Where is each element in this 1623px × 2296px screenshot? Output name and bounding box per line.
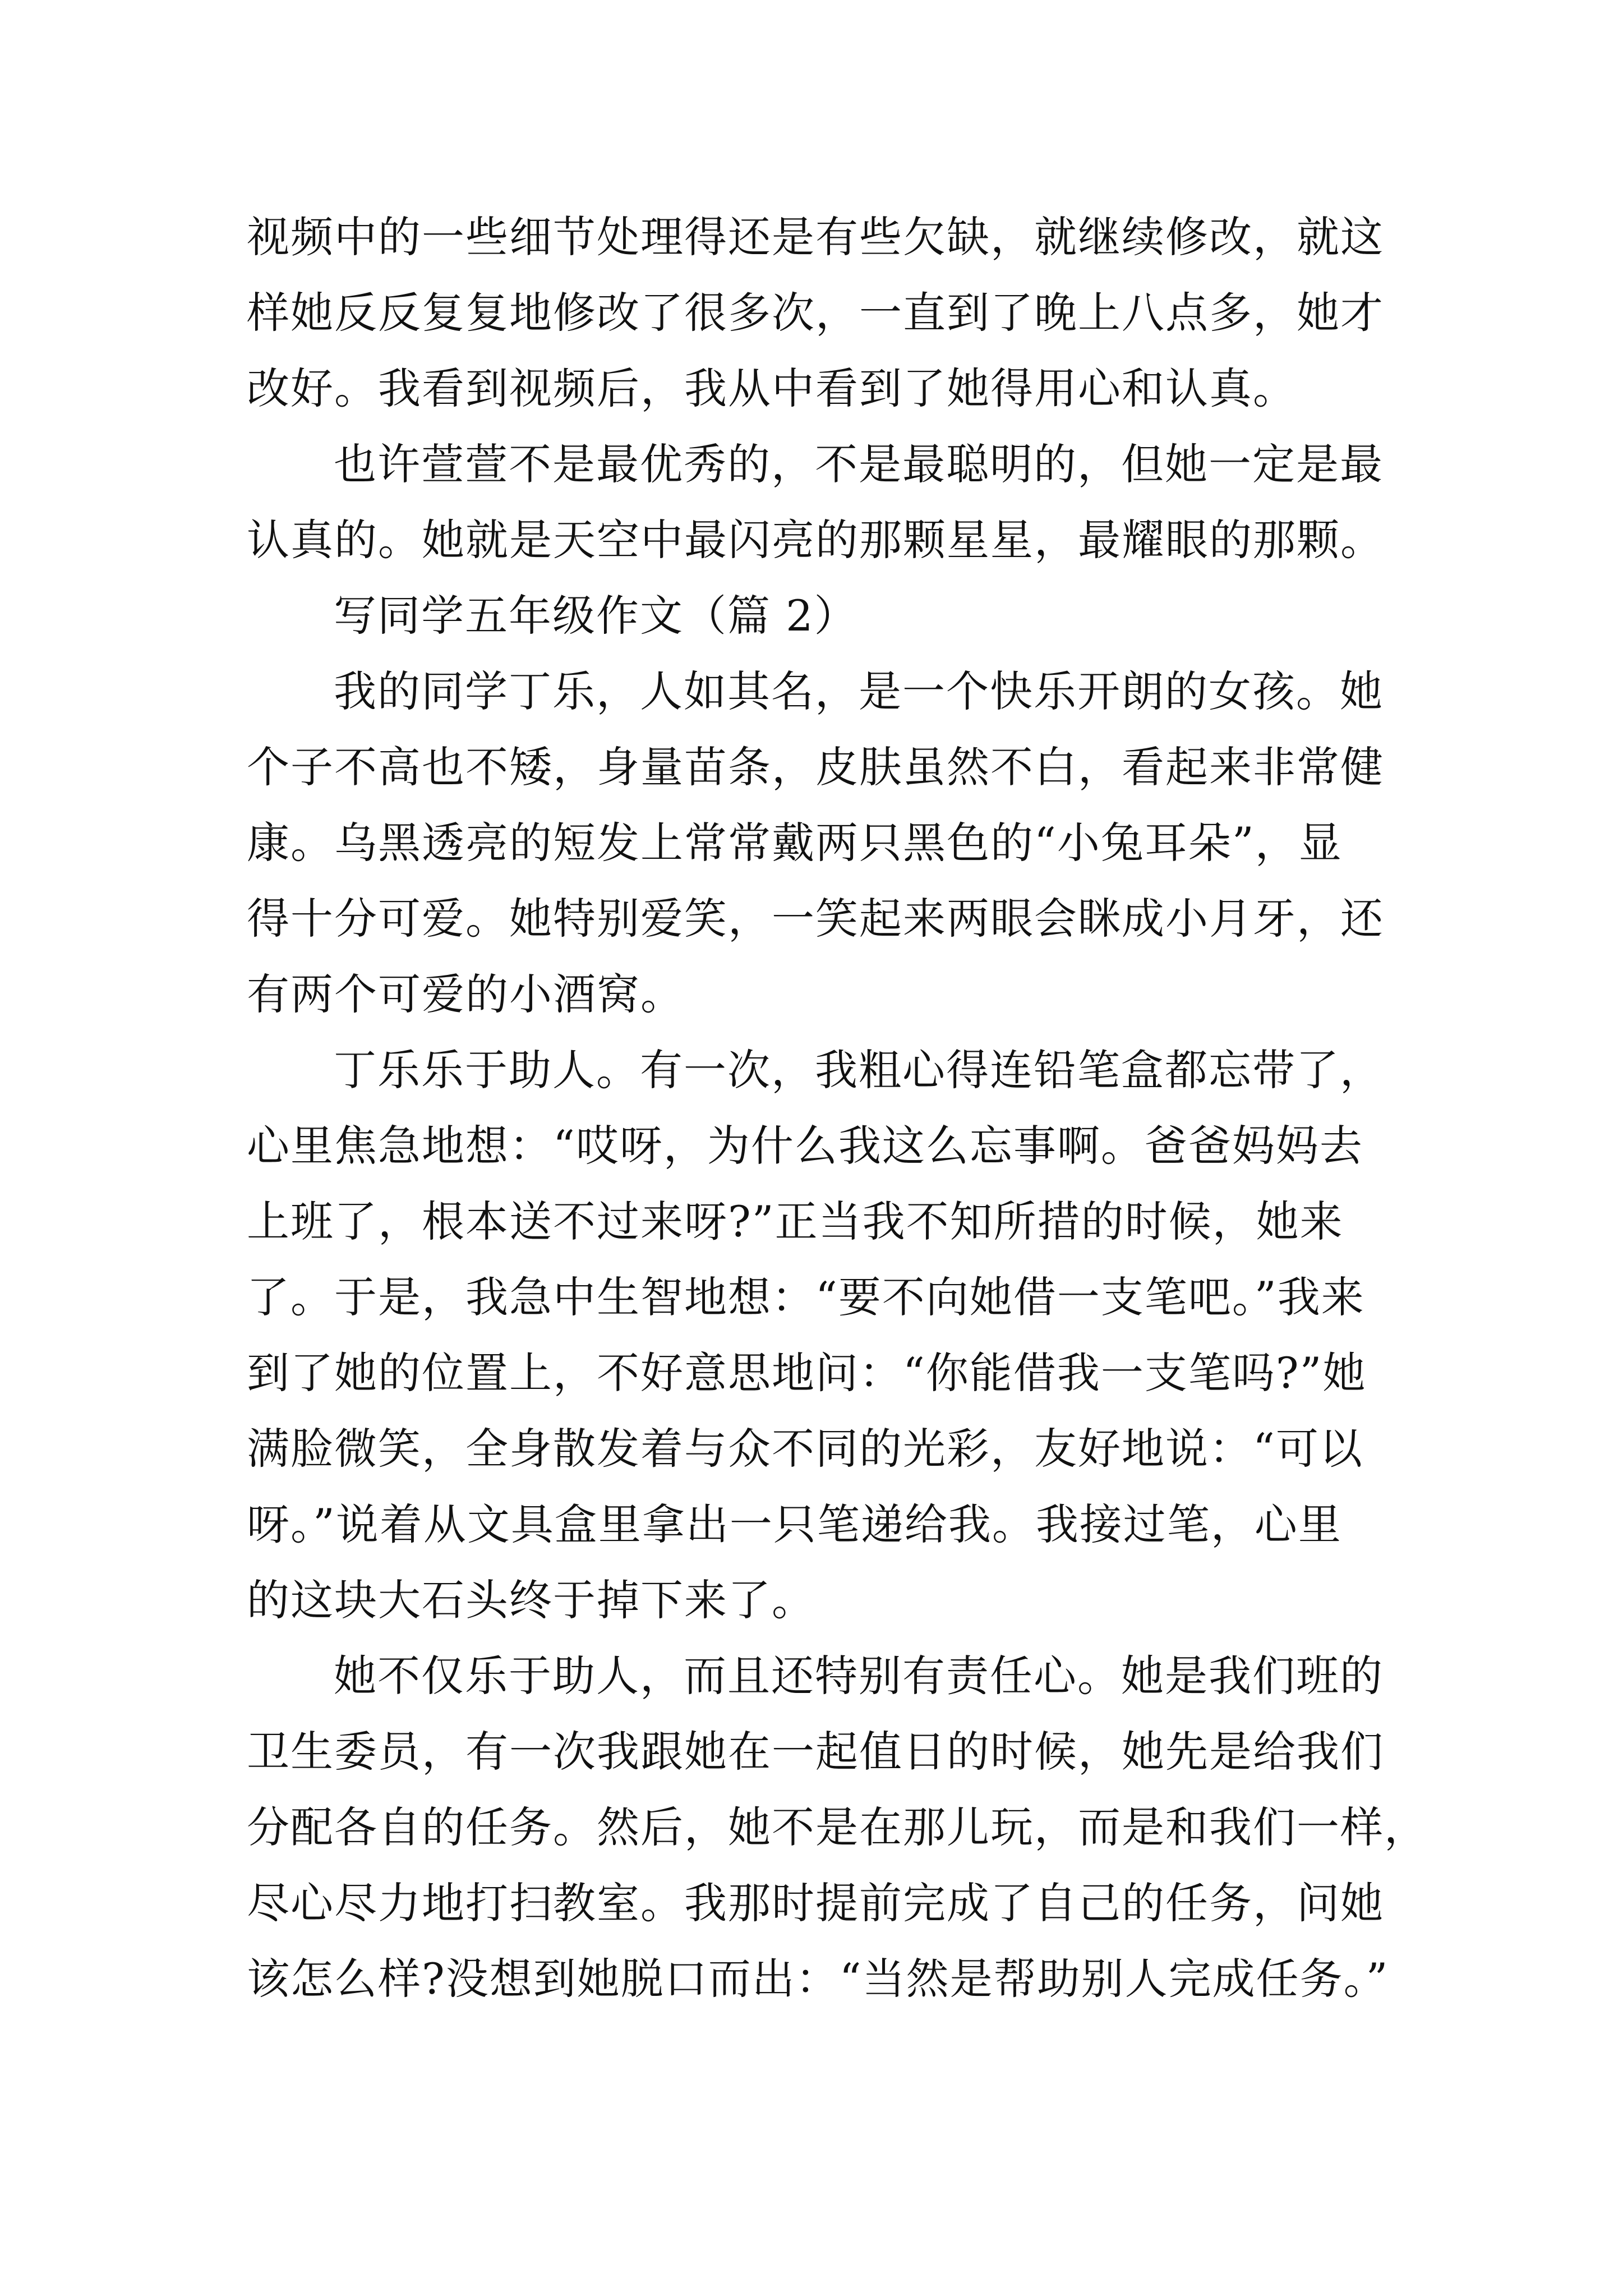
paragraph-start-line: 我的同学丁乐，人如其名，是一个快乐开朗的女孩。她 (334, 666, 1384, 716)
section-heading: 写同学五年级作文（篇 2） (334, 591, 858, 641)
text-line: 分配各自的任务。然后，她不是在那儿玩，而是和我们一样， (247, 1802, 1428, 1852)
text-line: 呀。”说着从文具盒里拿出一只笔递给我。我接过笔，心里 (247, 1499, 1342, 1549)
document-body (247, 199, 1428, 2017)
text-line: 了。于是，我急中生智地想：“要不向她借一支笔吧。”我来 (247, 1272, 1365, 1322)
text-line: 认真的。她就是天空中最闪亮的那颗星星，最耀眼的那颗。 (247, 515, 1384, 565)
paragraph-start-line: 她不仅乐于助人，而且还特别有责任心。她是我们班的 (334, 1651, 1384, 1701)
text-line: 该怎么样?没想到她脱口而出：“当然是帮助别人完成任务。” (247, 1954, 1389, 2004)
paragraph-start-line: 丁乐乐于助人。有一次，我粗心得连铅笔盒都忘带了， (334, 1045, 1384, 1095)
paragraph-start-line: 也许萱萱不是最优秀的，不是最聪明的，但她一定是最 (334, 439, 1384, 489)
text-line: 到了她的位置上，不好意思地问：“你能借我一支笔吗?”她 (247, 1348, 1367, 1398)
text-line: 的这块大石头终于掉下来了。 (247, 1575, 815, 1625)
text-line: 康。乌黑透亮的短发上常常戴两只黑色的“小兔耳朵”，显 (247, 818, 1343, 868)
text-line: 样她反反复复地修改了很多次，一直到了晚上八点多，她才 (247, 288, 1384, 338)
text-line: 改好。我看到视频后，我从中看到了她得用心和认真。 (247, 364, 1297, 413)
text-line: 满脸微笑，全身散发着与众不同的光彩，友好地说：“可以 (247, 1424, 1363, 1474)
text-line: 个子不高也不矮，身量苗条，皮肤虽然不白，看起来非常健 (247, 742, 1384, 792)
text-line: 卫生委员，有一次我跟她在一起值日的时候，她先是给我们 (247, 1727, 1384, 1777)
text-line: 上班了，根本送不过来呀?”正当我不知所措的时候，她来 (247, 1197, 1344, 1246)
text-line: 视频中的一些细节处理得还是有些欠缺，就继续修改，就这 (247, 212, 1384, 262)
text-line: 尽心尽力地打扫教室。我那时提前完成了自己的任务，问她 (247, 1878, 1384, 1928)
text-line: 有两个可爱的小酒窝。 (247, 969, 684, 1019)
text-line: 得十分可爱。她特别爱笑，一笑起来两眼会眯成小月牙，还 (247, 894, 1384, 944)
text-line: 心里焦急地想：“哎呀，为什么我这么忘事啊。爸爸妈妈去 (247, 1121, 1363, 1171)
